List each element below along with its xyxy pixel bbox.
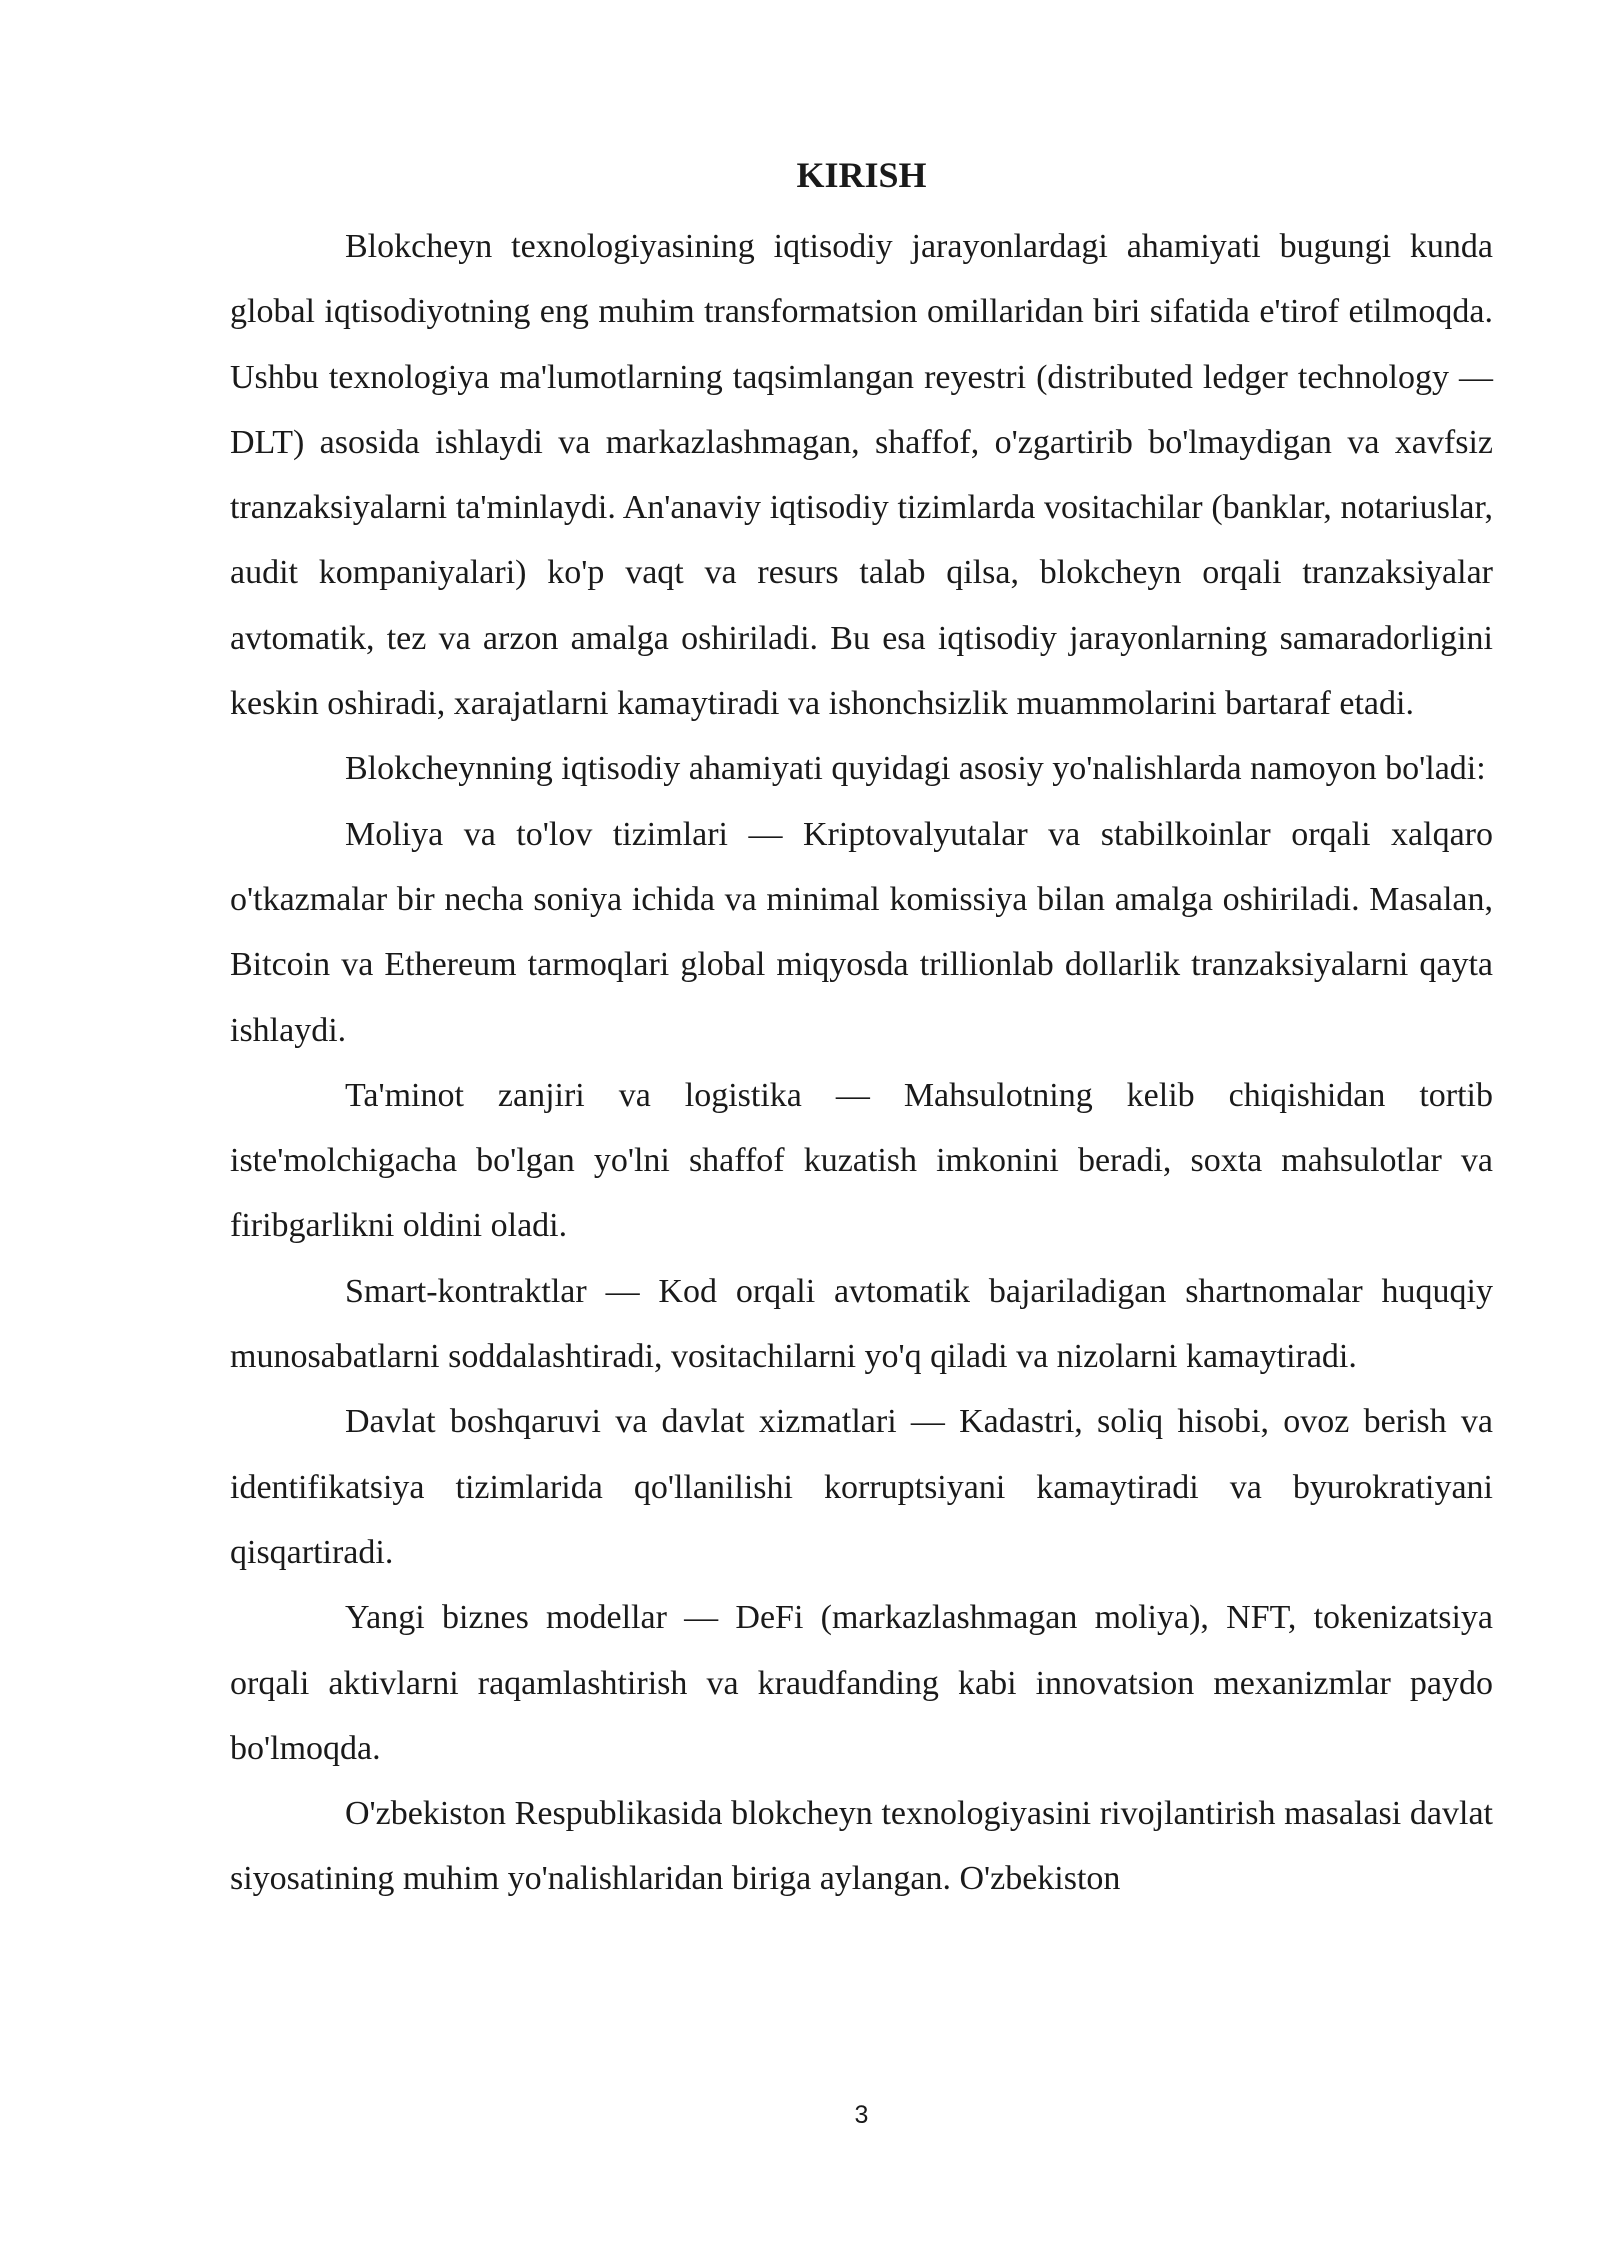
paragraph-smart-contracts: Smart-kontraktlar — Kod orqali avtomatik bajariladigan shartnomalar huquqiy munosabatlarni soddalashtiradi, vositachilarni yo'q qiladi va nizolarni kamaytiradi. (230, 1272, 1493, 1376)
page-number: 3 (854, 2101, 869, 2129)
paragraph-supply-chain: Ta'minot zanjiri va logistika — Mahsulotning kelib chiqishidan tortib iste'molchigacha bo'lgan yo'lni shaffof kuzatish imkonini beradi, soxta mahsulotlar va firibgarlikni oldini oladi. (230, 1076, 1493, 1245)
paragraph-intro: Blokcheyn texnologiyasining iqtisodiy jarayonlardagi ahamiyati bugungi kunda global iqtisodiyotning eng muhim transformatsion omillaridan biri sifatida e'tirof etilmoqda. Ushbu texnologiya ma'lumotlarning taqsimlangan reyestri (distributed ledger technology — DLT) asosida ishlaydi va markazlashmagan, shaffof, o'zgartirib bo'lmaydigan va xavfsiz tranzaksiyalarni ta'minlaydi. An'anaviy iqtisodiy tizimlarda vositachilar (banklar, notariuslar, audit kompaniyalari) ko'p vaqt va resurs talab qilsa, blokcheyn orqali tranzaksiyalar avtomatik, tez va arzon amalga oshiriladi. Bu esa iqtisodiy jarayonlarning samaradorligini keskin oshiradi, xarajatlarni kamaytiradi va ishonchsizlik muammolarini bartaraf etadi. (230, 228, 1493, 723)
paragraph-directions: Blokcheynning iqtisodiy ahamiyati quyidagi asosiy yo'nalishlarda namoyon bo'ladi: (345, 750, 1486, 788)
paragraph-uzbekistan: O'zbekiston Respublikasida blokcheyn texnologiyasini rivojlantirish masalasi davlat siyosatining muhim yo'nalishlaridan biriga aylangan. O'zbekiston (230, 1795, 1493, 1898)
paragraph-government: Davlat boshqaruvi va davlat xizmatlari — Kadastri, soliq hisobi, ovoz berish va identifikatsiya tizimlarida qo'llanilishi korruptsiyani kamaytiradi va byurokratiyani qisqartiradi. (230, 1403, 1493, 1571)
page-content (230, 148, 1493, 1912)
paragraph-finance: Moliya va to'lov tizimlari — Kriptovalyutalar va stabilkoinlar orqali xalqaro o'tkazmalar bir necha soniya ichida va minimal komissiya bilan amalga oshiriladi. Masalan, Bitcoin va Ethereum tarmoqlari global miqyosda trillionlab dollarlik tranzaksiyalarni qayta ishlaydi. (230, 815, 1493, 1049)
section-heading: KIRISH (796, 155, 927, 195)
paragraph-business-models: Yangi biznes modellar — DeFi (markazlashmagan moliya), NFT, tokenizatsiya orqali aktivlarni raqamlashtirish va kraudfanding kabi innovatsion mexanizmlar paydo bo'lmoqda. (230, 1599, 1493, 1767)
